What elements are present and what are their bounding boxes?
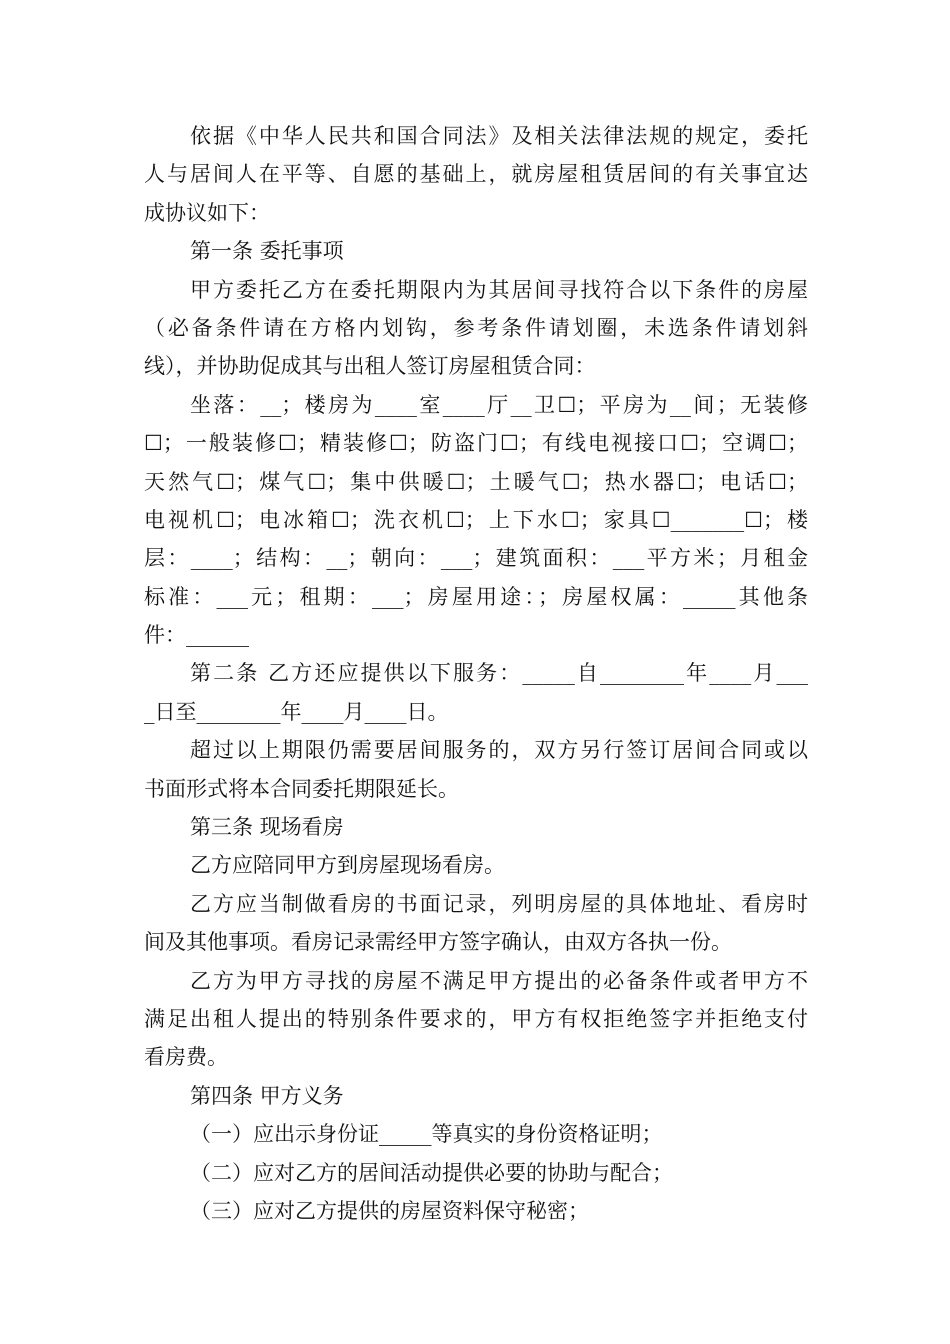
document-line: 标准：___元；租期：___；房屋用途：；房屋权属：_____其他条 bbox=[144, 584, 808, 609]
document-line: 人与居间人在平等、自愿的基础上，就房屋租赁居间的有关事宜达 bbox=[144, 162, 808, 187]
document-line: 依据《中华人民共和国合同法》及相关法律法规的规定，委托 bbox=[190, 124, 808, 148]
document-line: ☐；一般装修☐；精装修☐；防盗门☐；有线电视接口☐；空调☐； bbox=[144, 431, 808, 456]
document-line: 电视机☐；电冰箱☐；洗衣机☐；上下水☐；家具☐_______☐；楼 bbox=[144, 507, 808, 532]
document-line: 件：______ bbox=[144, 623, 249, 648]
document-line: （必备条件请在方格内划钩，参考条件请划圈，未选条件请划斜 bbox=[144, 315, 808, 340]
document-line: 乙方为甲方寻找的房屋不满足甲方提出的必备条件或者甲方不 bbox=[190, 968, 808, 993]
document-line: 甲方委托乙方在委托期限内为其居间寻找符合以下条件的房屋 bbox=[190, 277, 808, 302]
document-line: 书面形式将本合同委托期限延长。 bbox=[144, 776, 459, 801]
document-line: 线），并协助促成其与出租人签订房屋租赁合同： bbox=[144, 354, 596, 379]
document-line: _日至________年____月____日。 bbox=[144, 699, 449, 724]
document-line: 间及其他事项。看房记录需经甲方签字确认，由双方各执一份。 bbox=[144, 930, 732, 955]
document-body bbox=[144, 117, 808, 1230]
document-line: 超过以上期限仍需要居间服务的，双方另行签订居间合同或以 bbox=[190, 738, 808, 763]
document-line: 天然气☐；煤气☐；集中供暖☐；土暖气☐；热水器☐；电话☐； bbox=[144, 469, 808, 494]
document-line: 第三条 现场看房 bbox=[190, 815, 344, 840]
document-line: 看房费。 bbox=[144, 1045, 228, 1070]
document-line: 层：____；结构：__；朝向：___；建筑面积：___平方米；月租金 bbox=[144, 546, 808, 571]
document-line: 第二条 乙方还应提供以下服务：_____自________年____月___ bbox=[190, 661, 808, 686]
document-line: 乙方应当制做看房的书面记录，列明房屋的具体地址、看房时 bbox=[190, 891, 808, 916]
document-line: （二）应对乙方的居间活动提供必要的协助与配合； bbox=[190, 1160, 673, 1185]
document-line: （一）应出示身份证_____等真实的身份资格证明； bbox=[190, 1122, 663, 1147]
document-line: 满足出租人提出的特别条件要求的，甲方有权拒绝签字并拒绝支付 bbox=[144, 1006, 808, 1031]
document-line: （三）应对乙方提供的房屋资料保守秘密； bbox=[190, 1198, 589, 1223]
document-line: 第一条 委托事项 bbox=[190, 239, 344, 264]
document-line: 乙方应陪同甲方到房屋现场看房。 bbox=[190, 853, 505, 878]
document-line: 坐落：__；楼房为____室____厅__卫☐；平房为__间；无装修 bbox=[190, 392, 808, 417]
document-line: 成协议如下： bbox=[144, 200, 270, 225]
document-line: 第四条 甲方义务 bbox=[190, 1083, 344, 1108]
